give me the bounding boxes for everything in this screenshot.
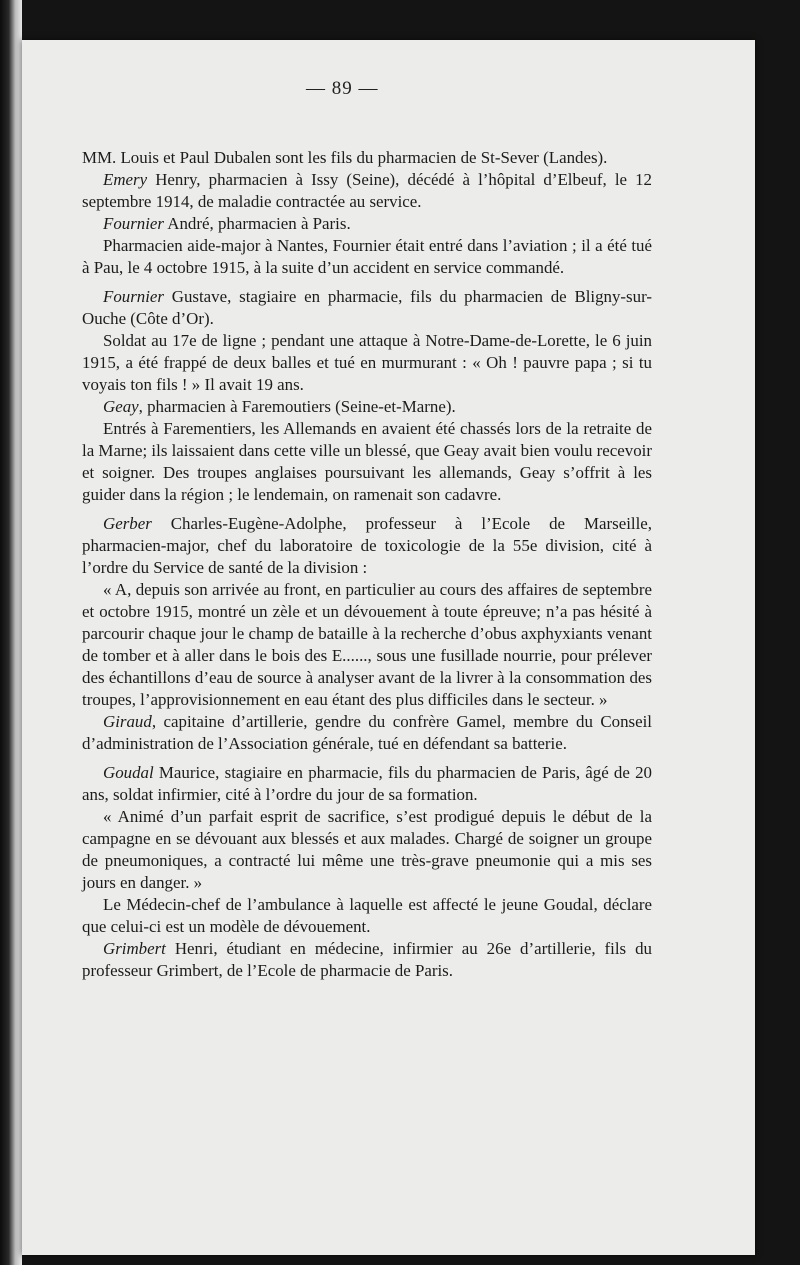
paragraph-geay-detail: Entrés à Farementiers, les Allemands en avaient été chassés lors de la retraite de la Marne; ils laissaient dans cette ville un blessé, que Geay avait bien voulu recevoir et soigner. Des troupes anglaises poursuivant les allemands, Geay s’offrit à les guider dans la région ; le lendemain, on ramenait son cadavre. — [82, 419, 652, 505]
paragraph-emery: Emery Henry, pharmacien à Issy (Seine), décédé à l’hôpital d’Elbeuf, le 12 septembre 1914, de maladie contractée au service. — [82, 170, 652, 212]
page-number: — 89 — — [306, 78, 379, 99]
paragraph-geay: Geay, pharmacien à Faremoutiers (Seine-et-Marne). — [103, 397, 456, 417]
paragraph-fournier-gustave: Fournier Gustave, stagiaire en pharmacie, fils du pharmacien de Bligny-sur-Ouche (Côte d’Or). — [82, 286, 652, 328]
paragraph-fournier-andre-detail: Pharmacien aide-major à Nantes, Fournier était entré dans l’aviation ; il a été tué à Pau, le 4 octobre 1915, à la suite d’un accident en service commandé. — [82, 236, 652, 278]
paragraph-giraud: Giraud, capitaine d’artillerie, gendre du confrère Gamel, membre du Conseil d’administration de l’Association générale, tué en défendant sa batterie. — [82, 712, 652, 754]
paragraph-grimbert: Grimbert Henri, étudiant en médecine, infirmier au 26e d’artillerie, fils du professeur Grimbert, de l’Ecole de pharmacie de Paris. — [82, 939, 652, 981]
paragraph-goudal: Goudal Maurice, stagiaire en pharmacie, fils du pharmacien de Paris, âgé de 20 ans, soldat infirmier, cité à l’ordre du jour de sa formation. — [82, 762, 652, 804]
paragraph-goudal-note: Le Médecin-chef de l’ambulance à laquelle est affecté le jeune Goudal, déclare que celui-ci est un modèle de dévouement. — [82, 895, 652, 937]
paragraph-goudal-citation: « Animé d’un parfait esprit de sacrifice, s’est prodigué depuis le début de la campagne en se dévouant aux blessés et aux malades. Chargé de soigner un groupe de pneumoniques, a contracté lui même une très-grave pneumonie qui a mis ses jours en danger. » — [82, 806, 652, 892]
page-body — [82, 147, 652, 982]
paragraph-gerber: Gerber Charles-Eugène-Adolphe, professeur à l’Ecole de Marseille, pharmacien-major, chef du laboratoire de toxicologie de la 55e division, cité à l’ordre du Service de santé de la division : — [82, 513, 652, 577]
paragraph-fournier-gustave-detail: Soldat au 17e de ligne ; pendant une attaque à Notre-Dame-de-Lorette, le 6 juin 1915, a été frappé de deux balles et tué en murmurant : « Oh ! pauvre papa ; si tu voyais ton fils ! » Il avait 19 ans. — [82, 330, 652, 394]
paragraph-dubalen: MM. Louis et Paul Dubalen sont les fils du pharmacien de St-Sever (Landes). — [82, 148, 608, 167]
book-binding-edge — [0, 0, 22, 1265]
paragraph-gerber-citation: « A, depuis son arrivée au front, en particulier au cours des affaires de septembre et octobre 1915, montré un zèle et un dévouement à toute épreuve; n’a pas hésité à parcourir chaque jour le champ de bataille à la recherche d’obus axphyxiants venant de tomber et à aller dans le bois des E......, sous une fusillade nourrie, pour prélever des échantillons d’eau de source à analyser avant de la livrer à la consommation des troupes, l’approvisionnement en eau étant des plus difficiles dans le secteur. » — [82, 579, 652, 710]
paragraph-fournier-andre: Fournier André, pharmacien à Paris. — [103, 214, 351, 234]
